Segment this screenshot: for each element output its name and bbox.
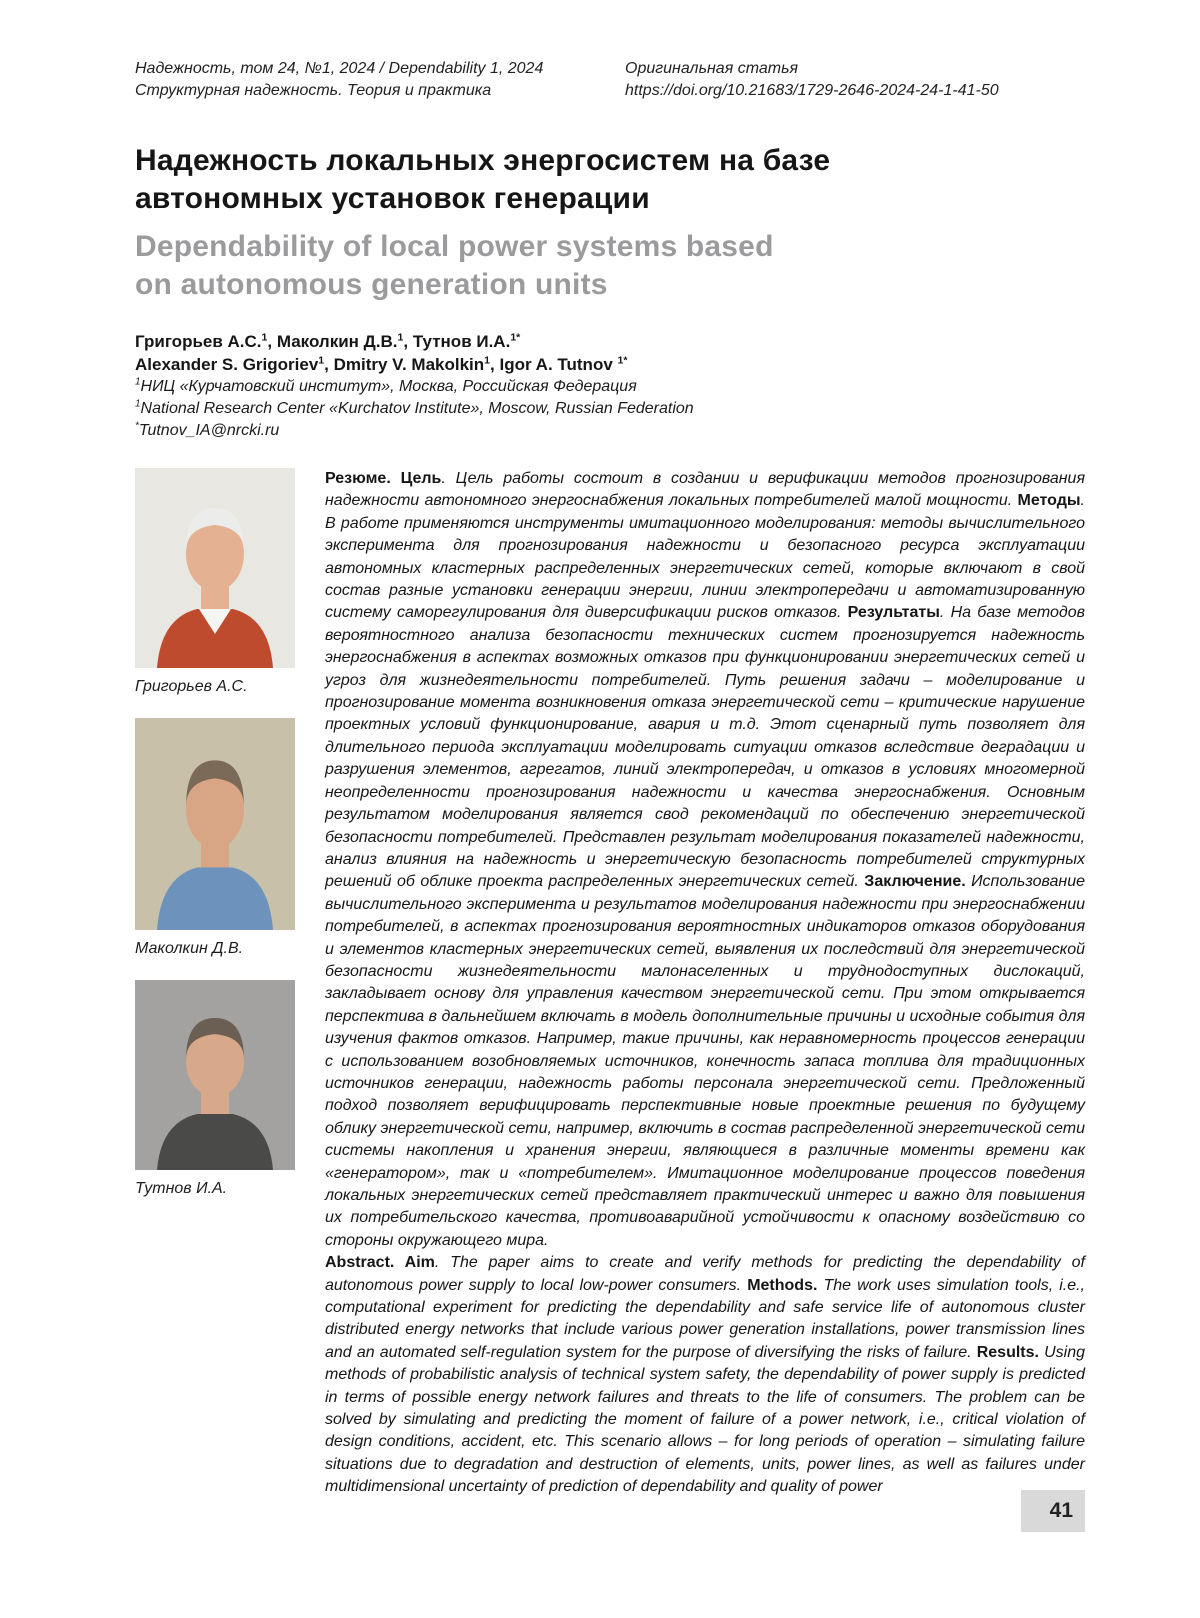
title-ru-line2: автономных установок генерации: [135, 182, 650, 215]
journal-title-line: Надежность, том 24, №1, 2024 / Dependability 1, 2024: [135, 60, 544, 77]
photo-caption-makolkin: Маколкин Д.В.: [135, 940, 244, 957]
title-en: [135, 228, 1085, 304]
author-photo-tutnov: [135, 980, 295, 1198]
title-ru: [135, 142, 1085, 218]
authors-block: [135, 330, 1085, 442]
title-en-line1: Dependability of local power systems based: [135, 230, 774, 263]
author-photos-column: [135, 468, 295, 1499]
article-body: [135, 468, 1085, 1499]
title-ru-line1: Надежность локальных энергосистем на базе: [135, 144, 831, 177]
journal-info: [135, 58, 625, 102]
authors-ru: Григорьев А.С.$^1$, Маколкин Д.В.$^1$, Тутнов И.А.$^{1*}$: [135, 331, 521, 351]
author-photo-makolkin: [135, 718, 295, 958]
abstract-en: Abstract. Aim. The paper aims to create and verify methods for predicting the dependability of autonomous power supply to local low-power consumers. Methods. The work uses simulation tools, i.e., computational experiment for predicting the dependability and safe service life of autonomous cluster distributed energy networks that include various power generation installations, power transmission lines and an automated self-regulation system for the purpose of diversifying the risks of failure. Results. Using methods of probabilistic analysis of technical system safety, the dependability of power supply is predicted in terms of possible energy network failures and threats to the life of consumers. The problem can be solved by simulating and predicting the moment of failure of a power network, i.e., critical violation of design conditions, accident, etc. This scenario allows – for long periods of operation – simulating failure situations due to degradation and destruction of elements, units, power lines, as well as failures under multidimensional uncertainty of prediction of dependability and quality of power: [325, 1254, 1086, 1496]
portrait-image: [135, 468, 295, 668]
abstract-ru: Резюме. Цель. Цель работы состоит в создании и верификации методов прогнозирования надежности автономного энергоснабжения локальных потребителей малой мощности. Методы. В работе применяются инструменты имитационного моделирования: методы вычислительного эксперимента для прогнозирования надежности и безопасного ресурса эксплуатации автономных кластерных распределенных энергетических сетей, которые включают в свой состав разные установки генерации энергии, линии электропередачи и автоматизированную систему саморегулирования для диверсификации рисков отказов. Результаты. На базе методов вероятностного анализа безопасности технических систем прогнозируется надежность энергоснабжения в аспектах возможных отказов при функционировании энергетических сетей и угроз для жизнедеятельности потребителей. Путь решения задачи – моделирование и прогнозирование момента возникновения отказа энергетической сети – критические нарушение проектных условий функционирование, авария и т.д. Этот сценарный путь позволяет для длительного периода эксплуатации моделировать ситуации отказов вследствие деградации и разрушения элементов, агрегатов, линий электропередач, и отказов в условиях многомерной неопределенности прогнозирования надежности и качества энергоснабжения. Основным результатом моделирования является свод рекомендаций по обеспечению энергетической безопасности потребителей. Представлен результат моделирования показателей надежности, анализ влияния на надежность и энергетическую безопасность потребителей структурных решений об облике проекта распределенных энергетических сетей. Заключение. Использование вычислительного эксперимента и результатов моделирования надежности при энергоснабжении потребителей, в аспектах прогнозирования вероятностных индикаторов отказов оборудования и элементов кластерных энергетических сетей, выявления их последствий для энергетической безопасности жизнедеятельности малонаселенных и труднодоступных дислокаций, закладывает основу для управления качеством энергетической сети. При этом открывается перспектива в дальнейшем включать в модель дополнительные причины и исходные события для изучения фактов отказов. Например, такие причины, как неравномерность процессов генерации с использованием возобновляемых источников, конечность запаса топлива для традиционных источников генерации, надежность работы персонала энергетической сети. Предложенный подход позволяет верифицировать перспективные новые проектные решения по будущему облику энергетической сети, например, включить в состав распределенной энергетической сети системы накопления и хранения энергии, являющиеся в различные моменты времени как «генератором», так и «потребителем». Имитационное моделирование процессов поведения локальных энергетических сетей представляет практический интерес и важно для повышения их потребительского качества, противоаварийной устойчивости к опасному воздействию со стороны окружающего мира.: [325, 470, 1085, 1249]
portrait-image: [135, 718, 295, 930]
affiliation-en: $^1$National Research Center «Kurchatov Institute», Moscow, Russian Federation: [135, 398, 694, 417]
journal-header: [135, 58, 1085, 102]
page-number: 41: [1049, 1499, 1073, 1522]
corresponding-email[interactable]: *Tutnov_IA@nrcki.ru: [135, 420, 280, 439]
portrait-image: [135, 980, 295, 1170]
article-type-label: Оригинальная статья: [625, 60, 799, 77]
authors-en: Alexander S. Grigoriev$^1$, Dmitry V. Makolkin$^1$, Igor A. Tutnov $^{1*}$: [135, 354, 628, 374]
photo-caption-tutnov: Тутнов И.А.: [135, 1180, 228, 1197]
author-photo-grigoriev: [135, 468, 295, 696]
doi-link[interactable]: https://doi.org/10.21683/1729-2646-2024-24-1-41-50: [625, 82, 999, 99]
abstract-column: [325, 468, 1085, 1499]
title-en-line2: on autonomous generation units: [135, 268, 608, 301]
page-number-box: [1021, 1490, 1085, 1532]
photo-caption-grigoriev: Григорьев А.С.: [135, 678, 248, 695]
journal-section-line: Структурная надежность. Теория и практика: [135, 82, 492, 99]
affiliation-ru: $^1$НИЦ «Курчатовский институт», Москва, Российская Федерация: [135, 376, 637, 395]
article-meta: [625, 58, 1085, 102]
